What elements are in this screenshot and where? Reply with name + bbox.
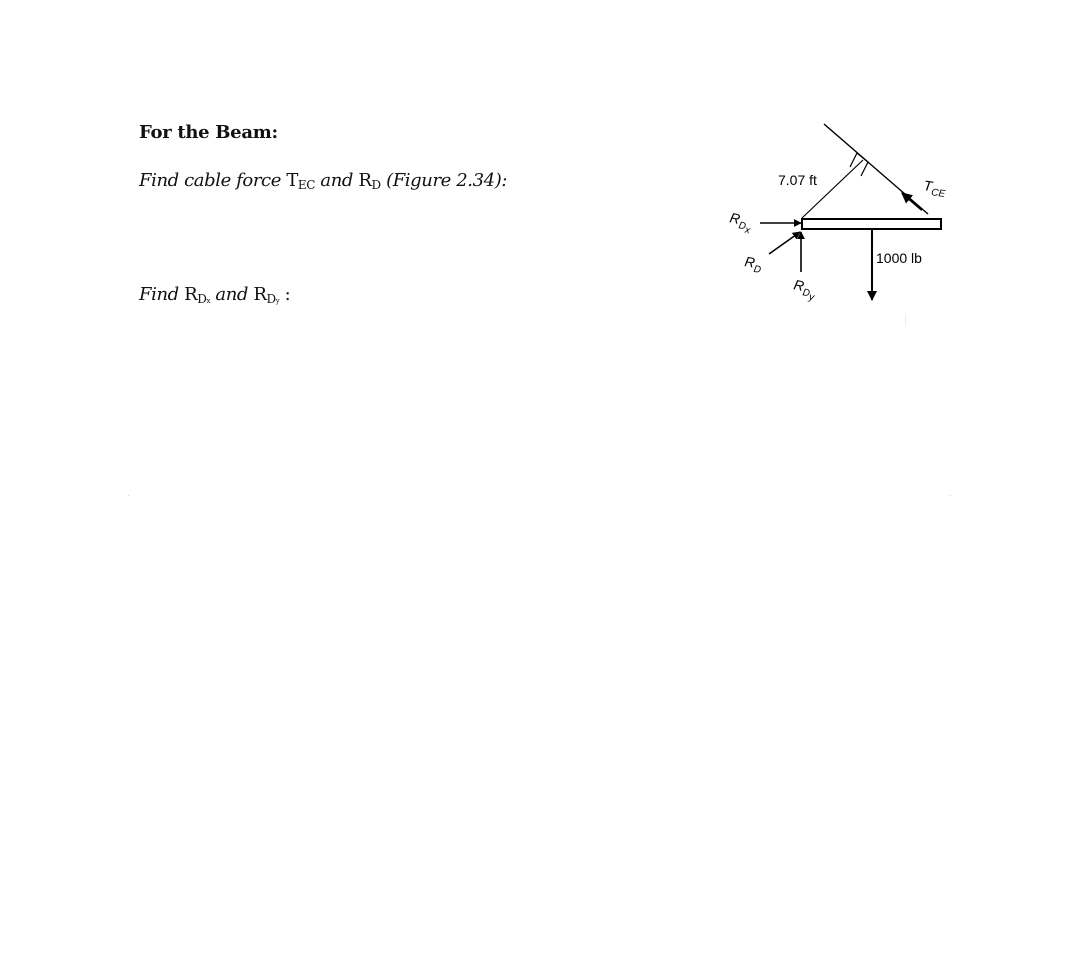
symbol-r: R xyxy=(253,284,267,305)
rdx-label: $R_Dx$ xyxy=(728,209,752,237)
scan-mark xyxy=(905,314,906,326)
dimension-line xyxy=(802,160,863,218)
instruction-text: Find cable force xyxy=(139,170,287,191)
tension-arrow xyxy=(902,193,922,210)
symbol-r: R xyxy=(358,170,372,191)
symbol-x-subscript: x xyxy=(206,297,211,305)
scan-mark xyxy=(128,495,129,496)
conjunction-text: and xyxy=(210,284,254,305)
symbol-t: T xyxy=(286,170,298,191)
dimension-label: 7.07 ft xyxy=(778,172,817,188)
tce-label: $T_{CE}$ xyxy=(922,177,946,201)
symbol-r-subscript: D xyxy=(371,178,381,192)
symbol-r-subscript: D xyxy=(197,292,207,306)
scan-mark xyxy=(950,495,951,496)
rd-label: $R_D$ xyxy=(743,253,762,276)
rd-arrow xyxy=(769,232,800,254)
colon-text: : xyxy=(279,284,291,305)
section-heading: For the Beam: xyxy=(139,122,278,143)
beam xyxy=(802,219,941,229)
load-label: 1000 lb xyxy=(876,250,922,266)
symbol-y-subscript: y xyxy=(275,297,280,305)
symbol-r-subscript: D xyxy=(266,292,276,306)
symbol-r: R xyxy=(184,284,198,305)
rdy-label: $R_Dy$ xyxy=(792,276,816,304)
instruction-text: Find xyxy=(139,284,185,305)
symbol-t-subscript: EC xyxy=(297,178,316,192)
figure-reference: (Figure 2.34): xyxy=(380,170,508,191)
conjunction-text: and xyxy=(315,170,359,191)
